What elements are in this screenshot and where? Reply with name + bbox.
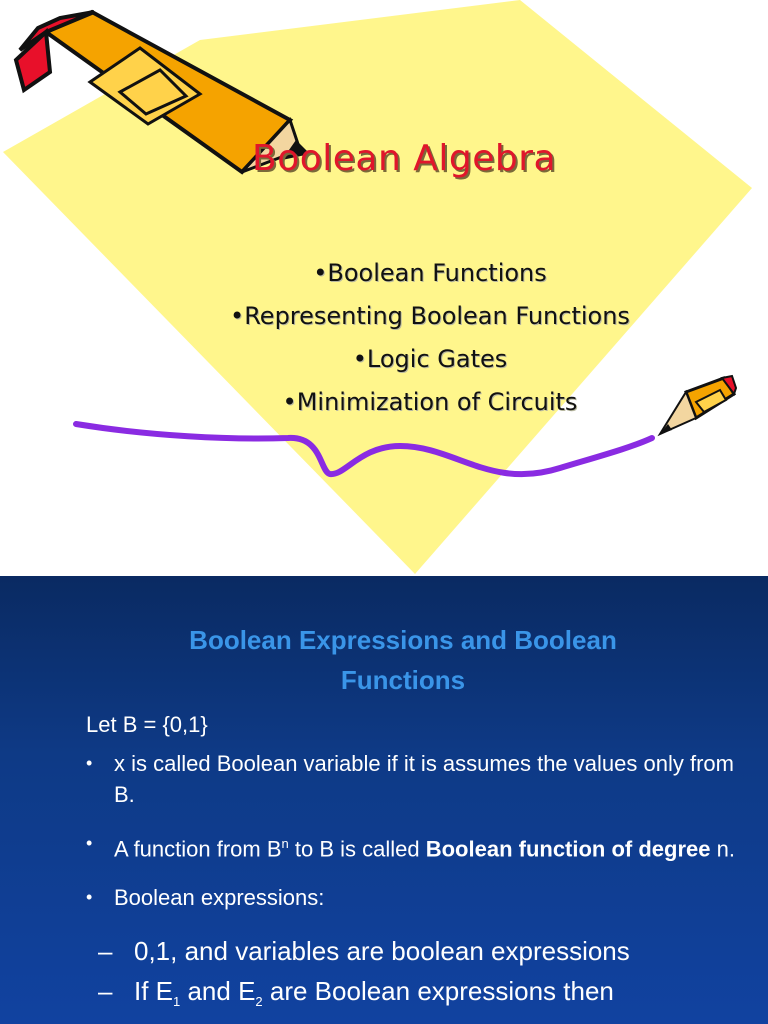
sub-item-text: If E xyxy=(134,976,174,1007)
sub-item-text: are Boolean expressions then xyxy=(262,976,614,1007)
slide-2-body xyxy=(86,712,736,1023)
bullet-item: •Representing Boolean Functions xyxy=(230,302,630,330)
sub-list-item xyxy=(98,931,736,971)
sub-item-text: and E xyxy=(180,976,256,1007)
bullet-item: •Logic Gates xyxy=(352,345,508,373)
slide-2-title xyxy=(140,620,666,700)
dash-icon: – xyxy=(98,936,113,967)
item-text: n. xyxy=(710,836,735,862)
item-text: x is called Boolean variable if it is assumes the values only from B. xyxy=(114,751,734,807)
bullet-icon: • xyxy=(86,887,93,908)
list-item xyxy=(86,748,736,810)
item-text: A function from B xyxy=(114,836,282,862)
bullet-item: •Minimization of Circuits xyxy=(282,388,578,416)
let-b-definition: Let B = {0,1} xyxy=(86,712,208,737)
superscript-n: n xyxy=(281,836,289,851)
slide-1-bullet-list xyxy=(150,252,710,424)
list-item xyxy=(86,882,736,913)
subscript-1: 1 xyxy=(173,994,181,1010)
bold-term: Boolean function of degree xyxy=(425,836,711,862)
slide-1-title: Boolean Algebra xyxy=(252,138,557,179)
item-text: to B is called xyxy=(288,836,426,862)
slide-2 xyxy=(0,576,768,1024)
slide-2-title-line-1: Boolean Expressions and Boolean xyxy=(189,625,617,655)
bullet-icon: • xyxy=(86,753,93,773)
sub-item-text: 0,1, and variables are boolean expressions xyxy=(134,936,630,967)
bullet-item: •Boolean Functions xyxy=(313,259,547,287)
sub-list-item xyxy=(98,971,736,1022)
bullet-icon: • xyxy=(86,833,93,853)
subscript-2: 2 xyxy=(255,994,263,1010)
item-text: Boolean expressions: xyxy=(114,885,325,911)
list-item xyxy=(86,828,736,864)
dash-icon: – xyxy=(98,976,113,1007)
slide-2-title-line-2: Functions xyxy=(340,665,466,695)
